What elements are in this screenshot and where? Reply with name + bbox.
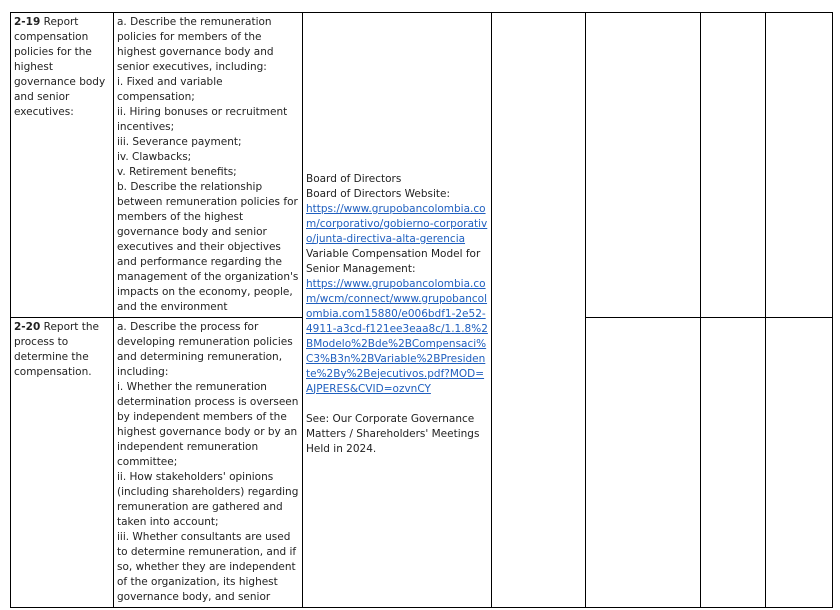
requirement-text: i. Fixed and variable compensation; xyxy=(117,76,223,103)
see-reference-text: See: Our Corporate Governance Matters / Shareholders' Meetings Held in 2024. xyxy=(306,412,480,455)
requirement-text: ii. Hiring bonuses or recruitment incentives; xyxy=(117,106,288,133)
reference-cell xyxy=(303,13,492,608)
empty-cell xyxy=(701,13,766,318)
gri-content-table xyxy=(10,12,833,608)
empty-cell xyxy=(701,318,766,608)
reference-text: Board of Directors Website: xyxy=(306,187,451,200)
requirement-text: iii. Severance payment; xyxy=(117,136,242,148)
requirement-text: a. Describe the remuneration policies for members of the highest governance body and senior executives, including: xyxy=(117,16,274,73)
requirements-cell xyxy=(114,13,303,318)
disclosure-title-cell xyxy=(11,13,114,318)
requirement-text: a. Describe the process for developing remuneration policies and determining remuneration, including: xyxy=(117,321,293,378)
requirement-text: b. Describe the relationship between remuneration policies for members of the highest governance body and senior executives and their objectives and performance regarding the management of the organization's impacts on the economy, people, and the environment xyxy=(117,181,299,313)
requirement-text: iii. Whether consultants are used to determine remuneration, and if so, whether they are independent of the organization, its highest governance body, and senior xyxy=(117,531,297,603)
reference-text: Variable Compensation Model for Senior Management: xyxy=(306,247,481,275)
compensation-model-link[interactable]: https://www.grupobancolombia.com/wcm/connect/www.grupobancolombia.com15880/e006bdf1-2e52-4911-a3cd-f121ee3eaa8c/1.1.8%2BModelo%2Bde%2BCompensaci%C3%B3n%2BVariable%2BPresidente%2By%2Bejecutivos.pdf?MOD=AJPERES&CVID=ozvnCY xyxy=(306,277,488,395)
requirement-text: v. Retirement benefits; xyxy=(117,166,237,178)
disclosure-code: 2-19 xyxy=(14,16,41,28)
empty-cell xyxy=(492,13,586,608)
empty-cell xyxy=(586,13,701,318)
empty-cell xyxy=(586,318,701,608)
requirements-cell xyxy=(114,318,303,608)
board-website-link[interactable]: https://www.grupobancolombia.com/corporativo/gobierno-corporativo/junta-directiva-alta-gerencia xyxy=(306,202,488,245)
empty-cell xyxy=(766,318,833,608)
disclosure-title: Report the process to determine the compensation. xyxy=(14,321,103,378)
reference-text: Board of Directors xyxy=(306,172,402,185)
disclosure-title-cell xyxy=(11,318,114,608)
requirement-text: ii. How stakeholders' opinions (including shareholders) regarding remuneration are gathered and taken into account; xyxy=(117,471,299,528)
requirement-text: i. Whether the remuneration determination process is overseen by independent members of the highest governance body or by an independent remuneration committee; xyxy=(117,381,299,468)
disclosure-title: Report compensation policies for the highest governance body and senior executives: xyxy=(14,16,109,118)
empty-cell xyxy=(766,13,833,318)
requirement-text: iv. Clawbacks; xyxy=(117,151,192,163)
table-row xyxy=(11,13,833,318)
disclosure-code: 2-20 xyxy=(14,321,41,333)
